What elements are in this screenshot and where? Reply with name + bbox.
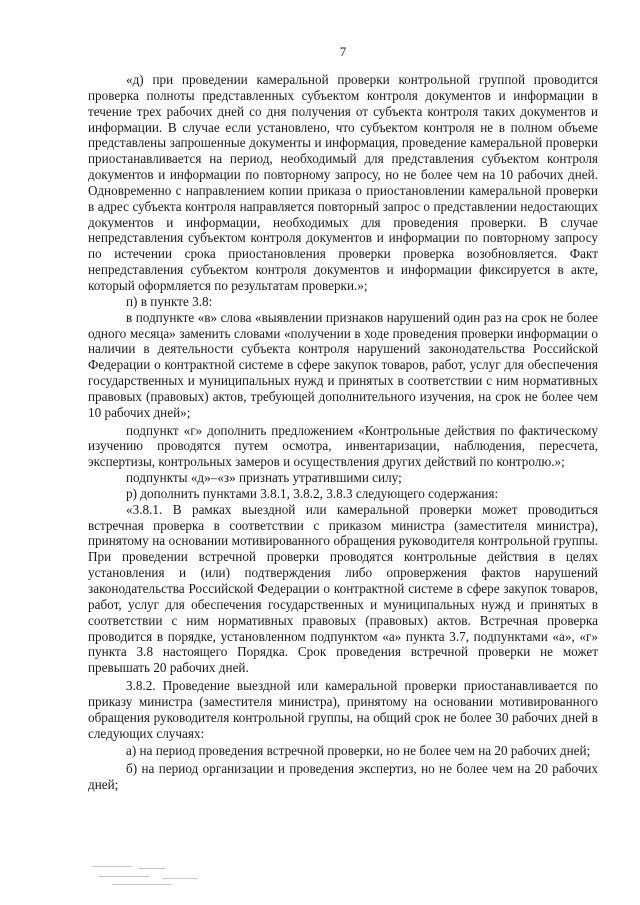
paragraph-item-r: р) дополнить пунктами 3.8.1, 3.8.2, 3.8.3 следующего содержания: (126, 485, 499, 501)
paragraph-3-8-1: «3.8.1. В рамках выездной или камеральной проверки может проводиться встречная проверка в соответствии с приказом министра (заместителя министра), принятому на основании мотивированного обращения руководителя контрольной группы. При проведении встречной проверки проводятся контрольные действия в целях установления и (или) подтверждения либо опровержения фактов нарушений законодательства Российской Федерации о контрактной системе в сфере закупок товаров, работ, услуг для обеспечения государственных и муниципальных нужд и принятых в соответствии с ним нормативных правовых (правовых) актов. Встречная проверка проводится в порядке, установленном подпунктом «а» пункта 3.7, подпунктами «а», «г» пункта 3.8 настоящего Порядка. Срок проведения встречной проверки не может превышать 20 рабочих дней. (88, 501, 598, 676)
paragraph-3-8-2: 3.8.2. Проведение выездной или камеральной проверки приостанавливается по приказу министра (заместителя министра), принятому на основании мотивированного обращения руководителя контрольной группы, на общий срок не более 30 рабочих дней в следующих случаях: (88, 678, 598, 741)
paragraph-subpoints-d-z: подпункты «д»–«з» признать утратившими силу; (126, 470, 402, 486)
scan-artifact (92, 864, 232, 888)
paragraph-item-p: п) в пункте 3.8: (126, 293, 213, 309)
page-number: 7 (339, 44, 347, 59)
paragraph-subpoint-v: в подпункте «в» слова «выявлении признаков нарушений один раз на срок не более одного месяца» заменить словами «получении в ходе проведения проверки информации о наличии в деятельности субъекта контроля нарушений законодательства Российской Федерации о контрактной системе в сфере закупок товаров, работ, услуг для обеспечения государственных и муниципальных нужд и принятых в соответствии с ним нормативных правовых (правовых) актов, требующей дополнительного изучения, на срок не более чем 10 рабочих дней»; (88, 309, 598, 420)
paragraph-case-a: а) на период проведения встречной проверки, но не более чем на 20 рабочих дней; (126, 743, 591, 759)
paragraph-subitem-d: «д) при проведении камеральной проверки контрольной группой проводится проверка полноты представленных субъектом контроля документов и информации в течение трех рабочих дней со дня получения от субъекта контроля таких документов и информации. В случае если установлено, что субъектом контроля не в полном объеме представлены запрошенные документы и информация, проведение камеральной проверки приостанавливается на период, необходимый для представления субъектом контроля документов и информации по повторному запросу, но не более чем на 10 рабочих дней. Одновременно с направлением копии приказа о приостановлении камеральной проверки в адрес субъекта контроля направляется повторный запрос о представлении недостающих документов и информации, необходимых для проведения проверки. В случае непредставления субъектом контроля документов и информации по повторному запросу по истечении срока приостановления проверки проверка возобновляется. Факт непредставления субъектом контроля документов и информации фиксируется в акте, который оформляется по результатам проверки.»; (88, 72, 598, 293)
paragraph-subpoint-g: подпункт «г» дополнить предложением «Контрольные действия по фактическому изучению проводятся путем осмотра, инвентаризации, наблюдения, пересчета, экспертизы, контрольных замеров и осуществления других действий по контролю.»; (88, 422, 598, 470)
paragraph-case-b: б) на период организации и проведения экспертиз, но не более чем на 20 рабочих дней; (88, 761, 598, 793)
